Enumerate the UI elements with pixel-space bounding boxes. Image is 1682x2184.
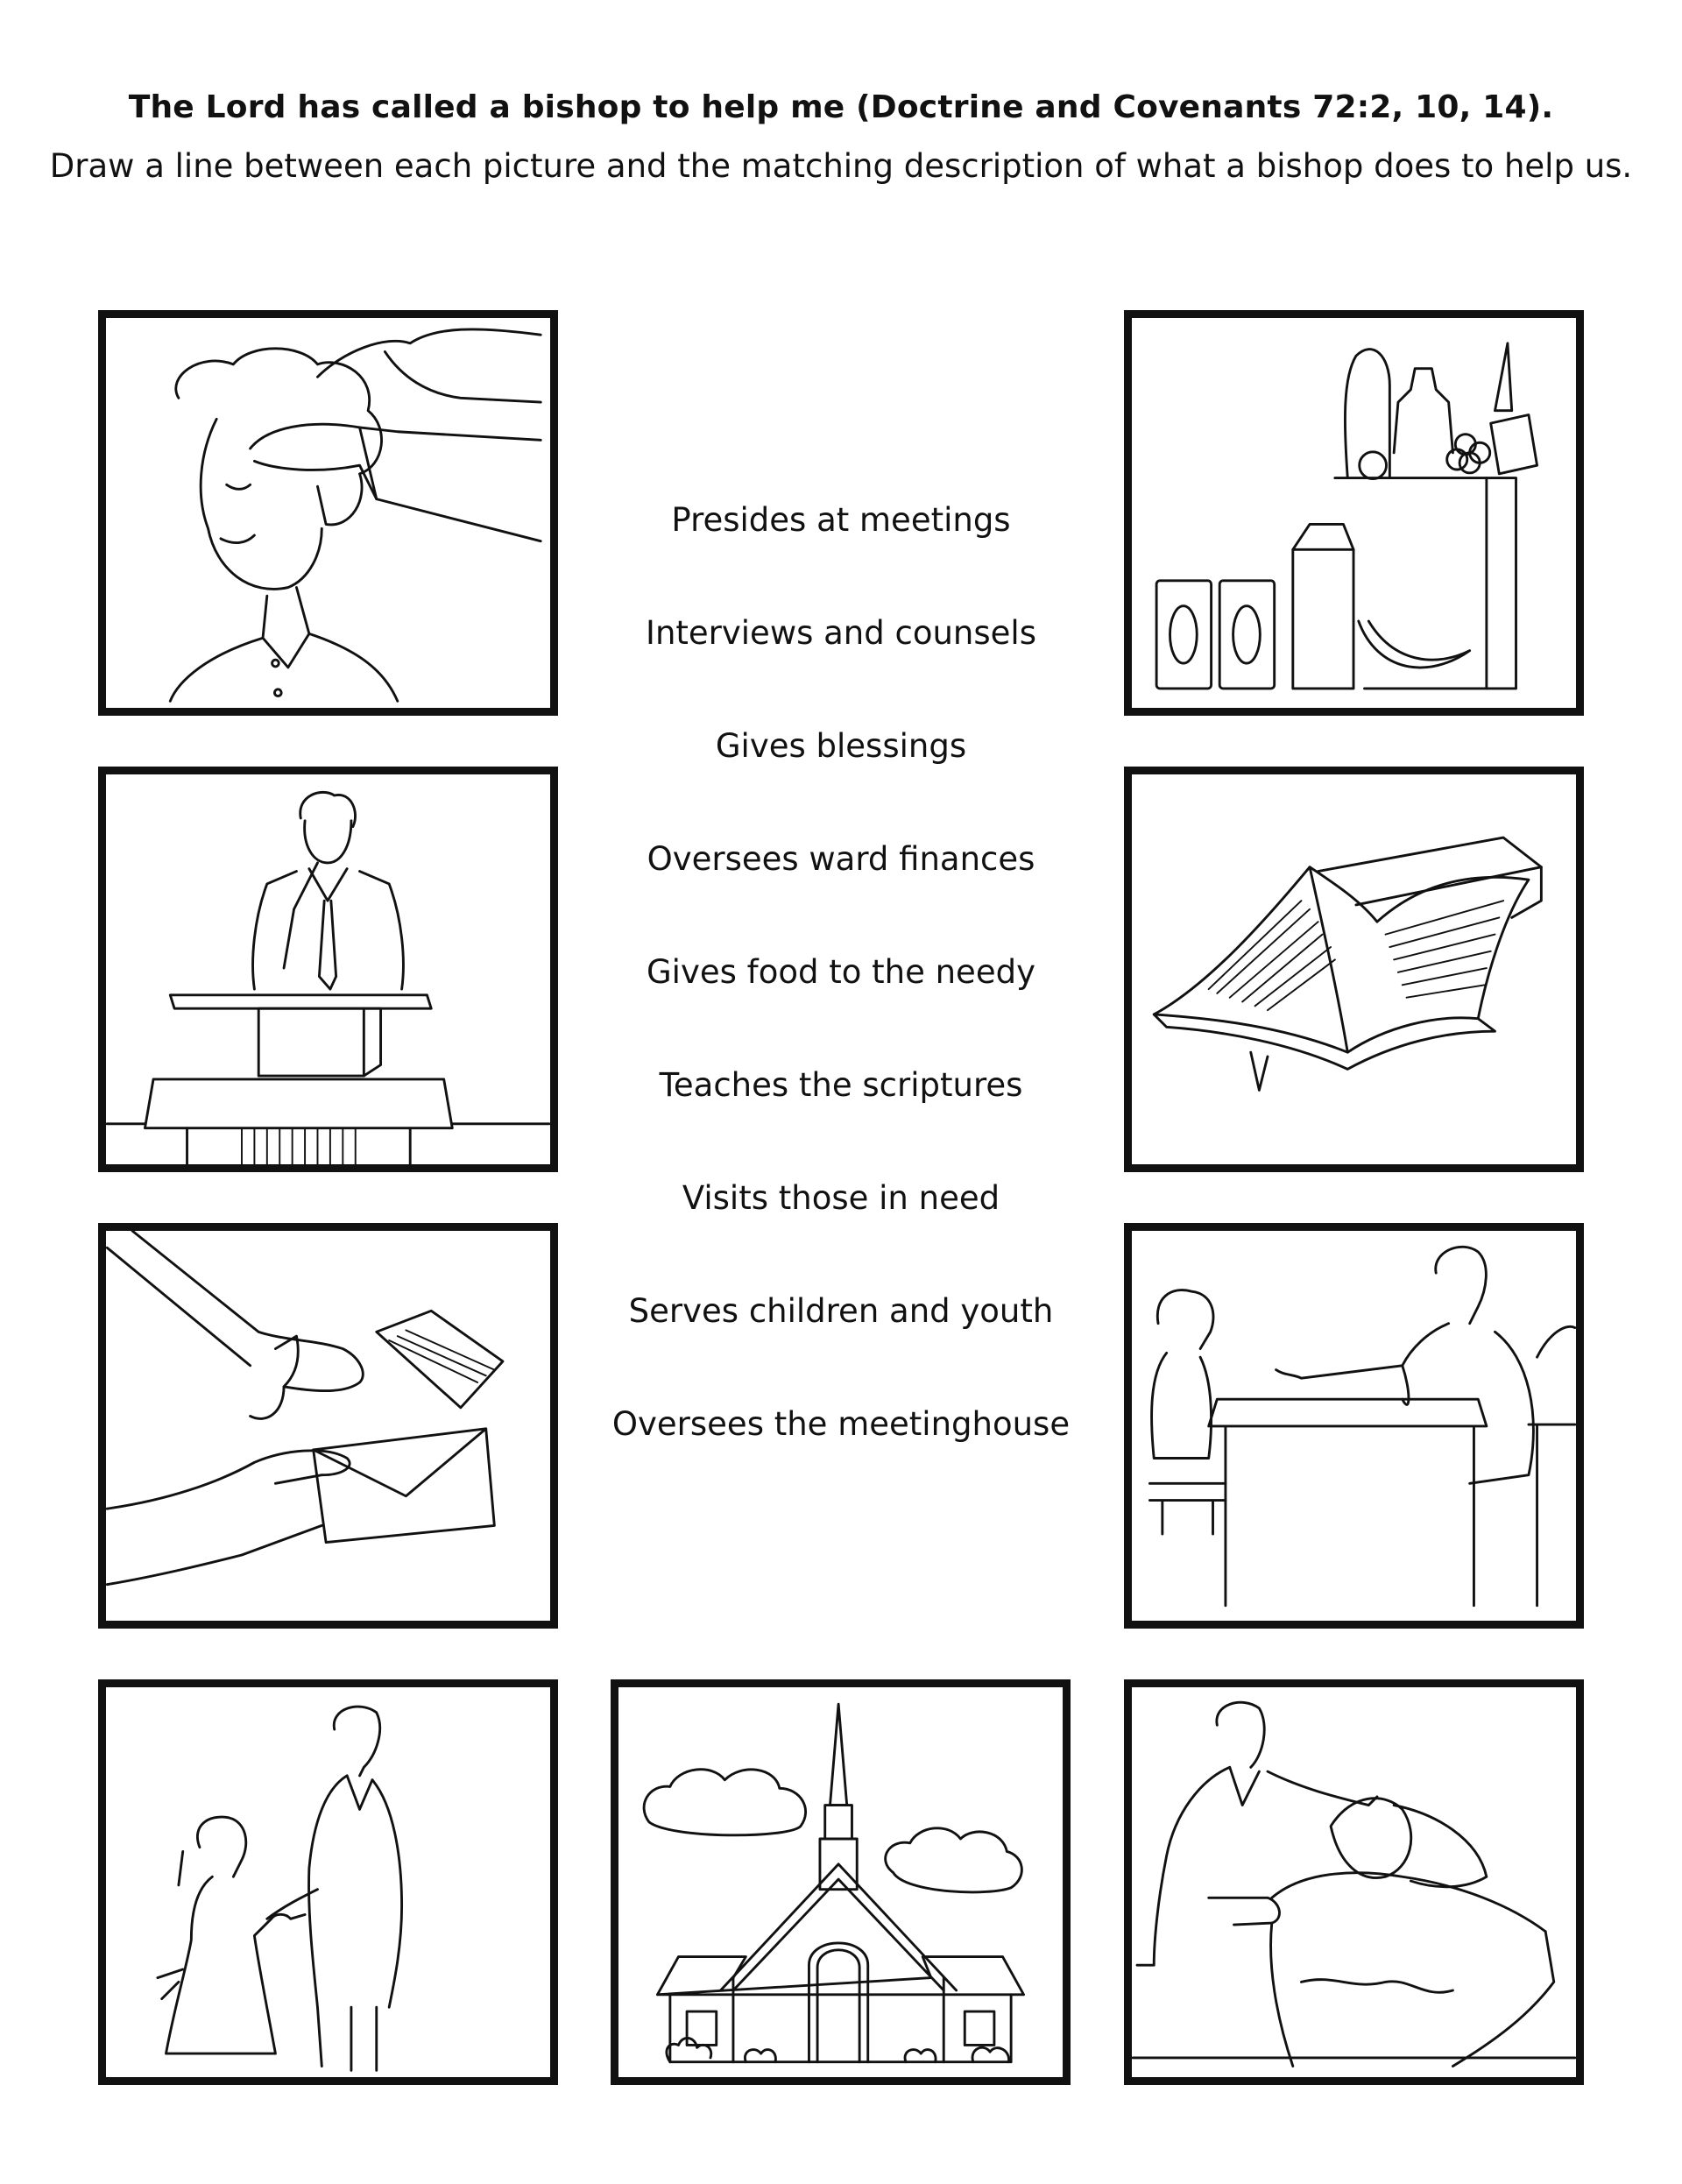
- picture-groceries[interactable]: [1124, 310, 1584, 716]
- picture-blessing[interactable]: [98, 310, 558, 716]
- description-blessings[interactable]: Gives blessings: [715, 727, 967, 765]
- open-scriptures-icon: [1132, 774, 1576, 1164]
- description-finances[interactable]: Oversees ward finances: [647, 840, 1035, 878]
- sick-visit-icon: [1132, 1687, 1576, 2077]
- picture-pulpit[interactable]: [98, 767, 558, 1172]
- handshake-icon: [106, 1687, 550, 2077]
- description-food[interactable]: Gives food to the needy: [647, 953, 1035, 991]
- picture-sick-visit[interactable]: [1124, 1679, 1584, 2085]
- groceries-icon: [1132, 318, 1576, 708]
- picture-handshake[interactable]: [98, 1679, 558, 2085]
- description-presides[interactable]: Presides at meetings: [671, 501, 1011, 539]
- picture-scriptures[interactable]: [1124, 767, 1584, 1172]
- description-meetinghouse[interactable]: Oversees the meetinghouse: [611, 1405, 1071, 1443]
- page-title: The Lord has called a bishop to help me (Doctrine and Covenants 72:2, 10, 14).: [128, 89, 1554, 125]
- description-scriptures[interactable]: Teaches the scriptures: [659, 1066, 1023, 1104]
- blessing-icon: [106, 318, 550, 708]
- instructions: Draw a line between each picture and the matching description of what a bishop does to help us.: [49, 147, 1633, 185]
- description-visits[interactable]: Visits those in need: [682, 1179, 1000, 1217]
- picture-interview[interactable]: [1124, 1223, 1584, 1629]
- picture-meetinghouse[interactable]: [611, 1679, 1071, 2085]
- picture-tithing[interactable]: [98, 1223, 558, 1629]
- pulpit-speaker-icon: [106, 774, 550, 1164]
- description-youth[interactable]: Serves children and youth: [628, 1292, 1054, 1330]
- meetinghouse-icon: [618, 1687, 1063, 2077]
- description-interviews[interactable]: Interviews and counsels: [646, 614, 1036, 652]
- tithing-envelope-icon: [106, 1231, 550, 1621]
- interview-table-icon: [1132, 1231, 1576, 1621]
